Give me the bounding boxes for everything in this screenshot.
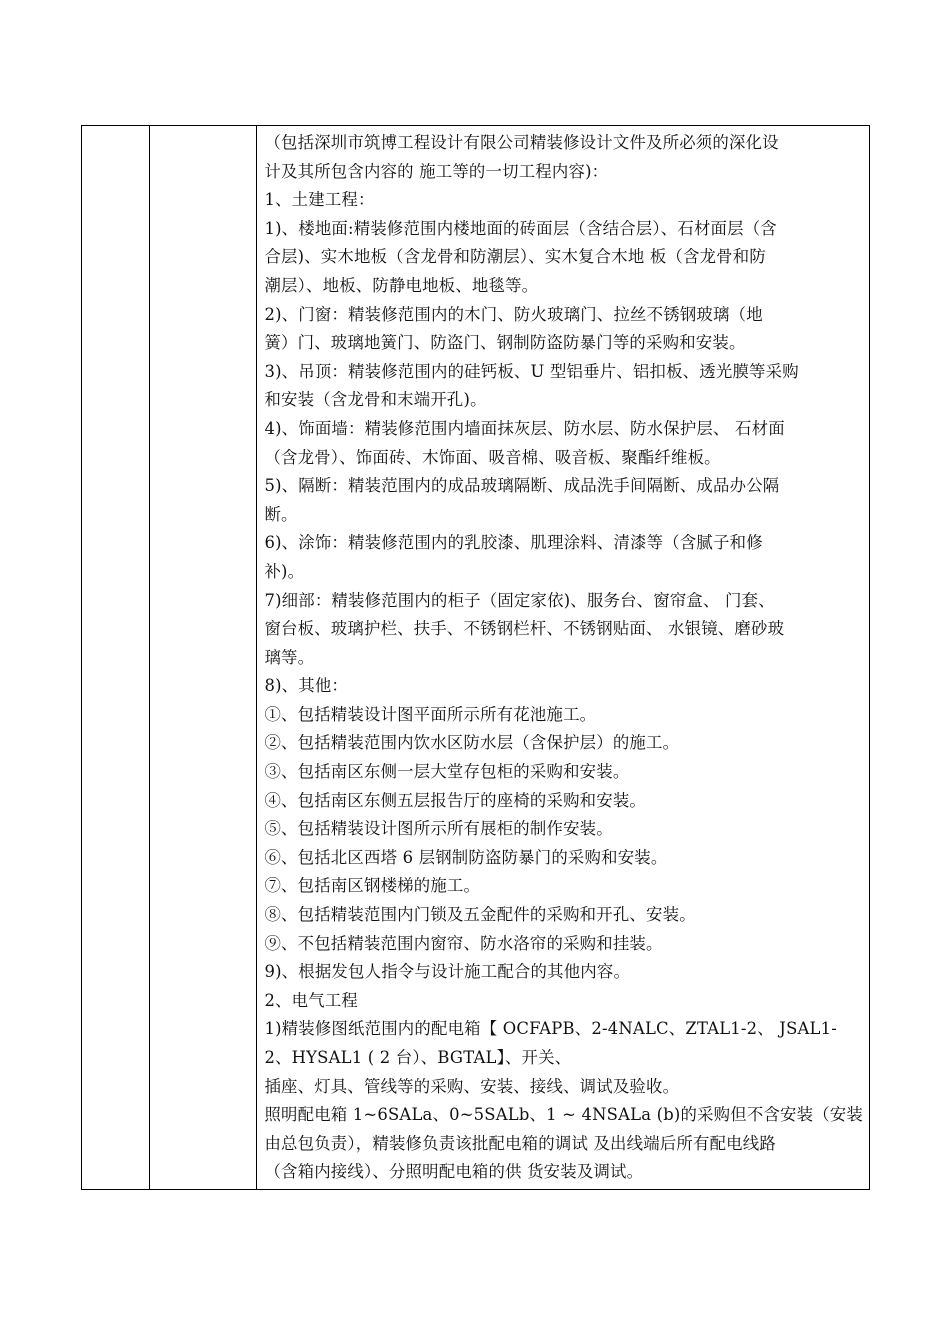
- content-line: 3)、吊顶：精装修范围内的硅钙板、U 型铝垂片、铝扣板、透光膜等采购: [264, 361, 799, 381]
- content-line: ⑥、包括北区西塔 6 层钢制防盗防暴门的采购和安装。: [264, 847, 668, 867]
- content-line: ⑦、包括南区钢楼梯的施工。: [264, 876, 481, 896]
- content-line: 2)、门窗：精装修范围内的木门、防火玻璃门、拉丝不锈钢玻璃（地: [264, 304, 763, 324]
- content-line: 补)。: [264, 561, 305, 581]
- content-line: （含箱内接线）、分照明配电箱的供 货安装及调试。: [264, 1162, 644, 1182]
- content-line: 7)细部：精装修范围内的柜子（固定家依)、服务台、窗帘盒、 门套、: [264, 590, 775, 610]
- table-cell-empty-2: [150, 126, 257, 1189]
- content-line: 和安装（含龙骨和末端开孔)。: [264, 390, 487, 410]
- content-line: ⑨、不包括精装范围内窗帘、防水洛帘的采购和挂装。: [264, 933, 663, 953]
- content-line: 1、土建工程：: [264, 190, 375, 210]
- content-line: 5)、隔断：精装范围内的成品玻璃隔断、成品洗手间隔断、成品办公隔: [264, 476, 780, 496]
- content-line: ④、包括南区东侧五层报告厅的座椅的采购和安装。: [264, 790, 647, 810]
- content-line: 计及其所包含内容的 施工等的一切工程内容)：: [264, 161, 609, 181]
- content-line: 2、电气工程: [264, 990, 359, 1010]
- content-line: （含龙骨）、饰面砖、木饰面、吸音棉、吸音板、聚酯纤维板。: [264, 447, 721, 467]
- content-line: ⑧、包括精装范围内门锁及五金配件的采购和开孔、安装。: [264, 905, 696, 925]
- content-line: 2、HYSAL1 ( 2 台）、BGTAL】、开关、: [264, 1048, 572, 1067]
- table-cell-empty-1: [82, 126, 150, 1189]
- content-line: 8)、其他：: [264, 676, 349, 696]
- content-line: ②、包括精装范围内饮水区防水层（含保护层）的施工。: [264, 733, 680, 753]
- content-line: 簧）门、玻璃地簧门、防盗门、钢制防盗防暴门等的采购和安装。: [264, 333, 746, 353]
- content-line: 断。: [264, 504, 298, 524]
- table-cell-content: [257, 126, 869, 1189]
- content-line: 1)精装修图纸范围内的配电箱【 OCFAPB、2-4NALC、ZTAL1-2、 JSAL1-: [264, 1019, 837, 1039]
- content-line: 6)、涂饰：精装修范围内的乳胶漆、肌理涂料、清漆等（含腻子和修: [264, 533, 763, 553]
- content-line: 4)、饰面墙：精装修范围内墙面抹灰层、防水层、防水保护层、 石材面: [264, 418, 785, 438]
- content-line: ①、包括精装设计图平面所示所有花池施工。: [264, 704, 597, 724]
- content-line: 9)、根据发包人指令与设计施工配合的其他内容。: [264, 962, 631, 982]
- content-line: 由总包负责），精装修负责该批配电箱的调试 及出线端后所有配电线路: [264, 1133, 776, 1153]
- content-line: （包括深圳市筑博工程设计有限公司精装修设计文件及所必须的深化设: [264, 133, 779, 152]
- content-line: ③、包括南区东侧一层大堂存包柜的采购和安装。: [264, 762, 630, 782]
- content-line: 潮层）、地板、防静电地板、地毯等。: [264, 275, 539, 295]
- content-line: 插座、灯具、管线等的采购、安装、接线、调试及验收。: [264, 1076, 680, 1096]
- document-table: [81, 125, 870, 1190]
- content-line: 璃等。: [264, 647, 315, 667]
- content-line: 窗台板、玻璃护栏、扶手、不锈钢栏杆、不锈钢贴面、 水银镜、磨砂玻: [264, 619, 785, 639]
- content-line: 1)、楼地面:精装修范围内楼地面的砖面层（含结合层）、石材面层（含: [264, 218, 777, 238]
- content-line: ⑤、包括精装设计图所示所有展柜的制作安装。: [264, 819, 613, 839]
- content-line: 照明配电箱 1~6SALa、0~5SALb、1 ~ 4NSALa (b)的采购但不含安装（安装: [264, 1105, 863, 1125]
- content-line: 合层)、实木地板（含龙骨和防潮层）、实木复合木地 板（含龙骨和防: [264, 247, 766, 267]
